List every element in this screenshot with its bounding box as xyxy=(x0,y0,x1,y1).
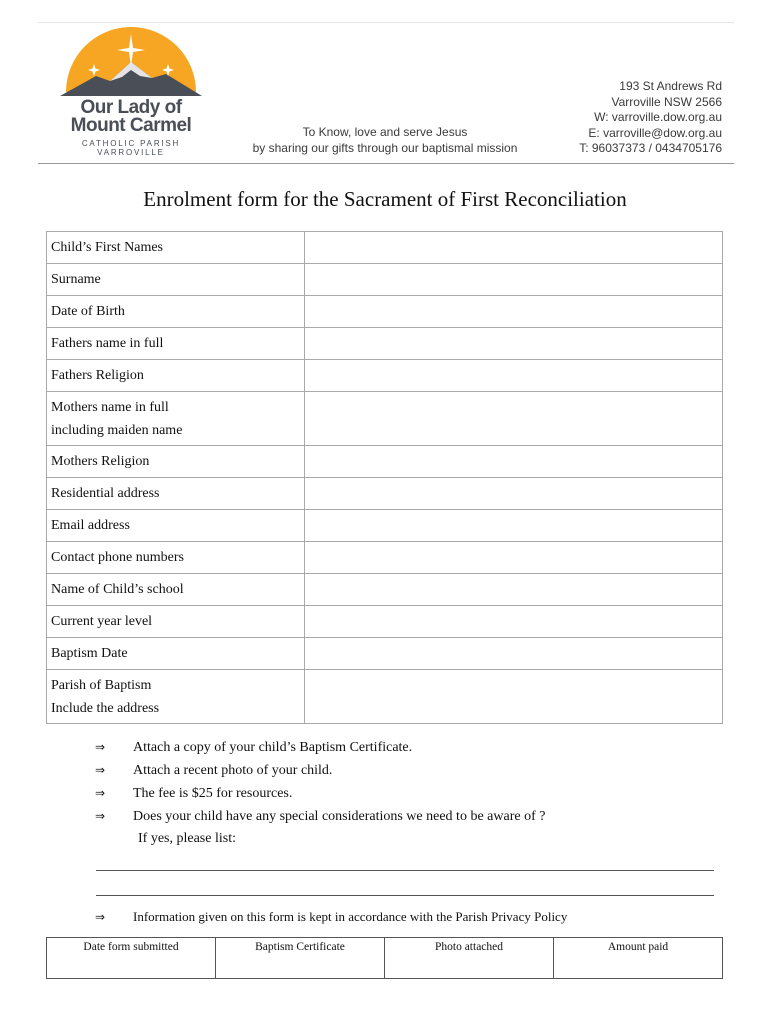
field-label: Residential address xyxy=(47,478,305,510)
field-input-email-address[interactable] xyxy=(305,510,723,542)
list-item xyxy=(95,805,735,828)
arrow-right-icon: ⇒ xyxy=(95,910,106,924)
field-label-line: including maiden name xyxy=(51,422,183,438)
logo-title-line1: Our Lady of xyxy=(80,97,182,118)
field-input-mothers-religion[interactable] xyxy=(305,446,723,478)
field-label: Fathers Religion xyxy=(47,360,305,392)
privacy-text: Information given on this form is kept in accordance with the Parish Privacy Policy xyxy=(133,909,568,924)
enrolment-form-table xyxy=(46,231,723,724)
field-label: Surname xyxy=(47,264,305,296)
field-label: Fathers name in full xyxy=(47,328,305,360)
field-input-fathers-name[interactable] xyxy=(305,328,723,360)
logo-emblem-icon xyxy=(60,26,202,98)
instruction-list xyxy=(95,736,735,828)
field-input-surname[interactable] xyxy=(305,264,723,296)
field-input-baptism-date[interactable] xyxy=(305,638,723,670)
privacy-note xyxy=(95,906,735,928)
field-label xyxy=(47,392,305,446)
table-row xyxy=(47,296,723,328)
arrow-right-icon: ⇒ xyxy=(95,763,106,777)
field-label: Contact phone numbers xyxy=(47,542,305,574)
arrow-right-icon: ⇒ xyxy=(95,740,106,754)
field-label-line: Include the address xyxy=(51,700,160,716)
office-use-table xyxy=(46,937,723,979)
field-label-line: Mothers name in full xyxy=(51,399,169,415)
office-cell-photo-attached[interactable]: Photo attached xyxy=(385,938,554,979)
table-row xyxy=(47,478,723,510)
instruction-text: Attach a copy of your child’s Baptism Certificate. xyxy=(133,740,413,755)
table-row xyxy=(47,232,723,264)
arrow-right-icon: ⇒ xyxy=(95,786,106,800)
table-row xyxy=(47,670,723,724)
field-label: Email address xyxy=(47,510,305,542)
field-input-childs-school[interactable] xyxy=(305,574,723,606)
table-row xyxy=(47,606,723,638)
logo-subtitle-line2: VARROVILLE xyxy=(97,148,165,157)
arrow-right-icon: ⇒ xyxy=(95,809,106,823)
logo-title-line2: Mount Carmel xyxy=(70,115,192,136)
field-input-mothers-name[interactable] xyxy=(305,392,723,446)
table-row xyxy=(47,264,723,296)
table-row xyxy=(47,938,723,979)
contact-suburb-line: Varroville NSW 2566 xyxy=(611,94,722,109)
table-row xyxy=(47,328,723,360)
office-cell-baptism-certificate[interactable]: Baptism Certificate xyxy=(216,938,385,979)
field-label: Current year level xyxy=(47,606,305,638)
table-row xyxy=(47,542,723,574)
list-item xyxy=(95,736,735,759)
list-item xyxy=(95,782,735,805)
table-row xyxy=(47,574,723,606)
table-row xyxy=(47,446,723,478)
special-considerations-line[interactable] xyxy=(96,870,714,871)
table-row xyxy=(47,392,723,446)
office-cell-amount-paid[interactable]: Amount paid xyxy=(554,938,723,979)
field-label: Name of Child’s school xyxy=(47,574,305,606)
contact-phone: T: 96037373 / 0434705176 xyxy=(579,141,722,156)
list-item xyxy=(95,759,735,782)
table-row xyxy=(47,638,723,670)
instruction-text: The fee is $25 for resources. xyxy=(133,786,293,801)
contact-block xyxy=(579,79,722,157)
field-input-residential-address[interactable] xyxy=(305,478,723,510)
instruction-text: Attach a recent photo of your child. xyxy=(133,763,333,778)
contact-email: E: varroville@dow.org.au xyxy=(588,125,722,140)
field-input-fathers-religion[interactable] xyxy=(305,360,723,392)
field-input-childs-first-names[interactable] xyxy=(305,232,723,264)
contact-website: W: varroville.dow.org.au xyxy=(594,110,722,125)
special-considerations-line[interactable] xyxy=(96,895,714,896)
if-yes-prompt: If yes, please list: xyxy=(138,831,236,846)
form-title: Enrolment form for the Sacrament of First Reconciliation xyxy=(143,187,627,211)
parish-tagline xyxy=(232,124,538,156)
field-input-contact-phone[interactable] xyxy=(305,542,723,574)
field-label: Mothers Religion xyxy=(47,446,305,478)
field-input-year-level[interactable] xyxy=(305,606,723,638)
top-rule xyxy=(38,22,734,23)
instruction-text: Does your child have any special considerations we need to be aware of ? xyxy=(133,809,546,824)
table-row xyxy=(47,510,723,542)
field-input-parish-of-baptism[interactable] xyxy=(305,670,723,724)
header-divider xyxy=(38,163,734,164)
field-label: Baptism Date xyxy=(47,638,305,670)
table-row xyxy=(47,360,723,392)
parish-logo xyxy=(56,24,206,164)
tagline-line: by sharing our gifts through our baptismal mission xyxy=(252,141,518,155)
office-cell-date-submitted[interactable]: Date form submitted xyxy=(47,938,216,979)
field-input-date-of-birth[interactable] xyxy=(305,296,723,328)
field-label-line: Parish of Baptism xyxy=(51,677,152,693)
contact-address-line: 193 St Andrews Rd xyxy=(619,79,722,93)
field-label: Date of Birth xyxy=(47,296,305,328)
logo-subtitle-line1: CATHOLIC PARISH xyxy=(81,139,181,148)
field-label xyxy=(47,670,305,724)
tagline-line: To Know, love and serve Jesus xyxy=(302,125,468,139)
field-label: Child’s First Names xyxy=(47,232,305,264)
